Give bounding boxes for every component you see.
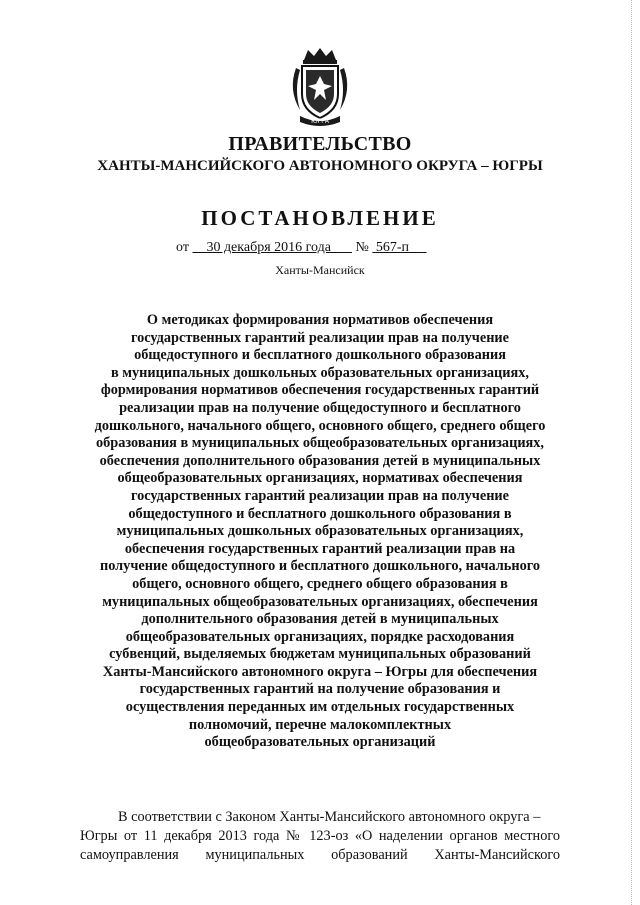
heading-line: осуществления переданных им отдельных государственных — [125, 699, 515, 716]
body-line: самоуправления муниципальных образований Ханты-Мансийского — [80, 847, 560, 863]
body-line: В соответствии с Законом Ханты-Мансийского автономного округа – — [118, 809, 541, 825]
heading-line: обеспечения государственных гарантий реализации прав на — [124, 540, 516, 557]
heading-line: Ханты-Мансийского автономного округа – Югры для обеспечения — [102, 663, 538, 680]
heading-line: в муниципальных дошкольных образовательных организациях, — [111, 364, 529, 381]
heading-line: общедоступного и бесплатного дошкольного образования — [134, 347, 506, 364]
heading-line: общеобразовательных организациях, нормативах обеспечения — [117, 470, 523, 487]
heading-line: дошкольного, начального общего, основного общего, среднего общего — [94, 417, 546, 434]
number-prefix: № — [355, 240, 369, 255]
heading-line: дополнительного образования детей в муниципальных — [141, 611, 499, 628]
heading-line: государственных гарантий реализации прав на получение — [130, 329, 510, 346]
heading-line: общедоступного и бесплатного дошкольного образования в — [128, 505, 512, 522]
heading-line: обеспечения дополнительного образования детей в муниципальных — [99, 452, 541, 469]
document-type: ПОСТАНОВЛЕНИЕ — [201, 206, 439, 230]
document-heading — [80, 312, 560, 752]
government-subtitle: ХАНТЫ-МАНСИЙСКОГО АВТОНОМНОГО ОКРУГА – ЮГРЫ — [97, 158, 543, 174]
heading-line: государственных гарантий реализации прав на получение — [130, 487, 510, 504]
heading-line: получение общедоступного и бесплатного дошкольного, начального — [99, 558, 541, 575]
document-number: 567-п — [375, 240, 409, 255]
body-paragraph — [80, 808, 560, 865]
date-prefix: от — [176, 240, 189, 255]
heading-line: общего, основного общего, среднего общего образования в — [132, 575, 508, 592]
heading-line: образования в муниципальных общеобразовательных организациях, — [95, 435, 545, 452]
heading-line: муниципальных общеобразовательных организациях, обеспечения — [102, 593, 538, 610]
document-date: 30 декабря 2016 года — [206, 240, 331, 255]
heading-line: реализации прав на получение общедоступного и бесплатного — [119, 399, 521, 416]
body-line: Югры от 11 декабря 2013 года № 123-оз «О наделении органов местного — [80, 828, 560, 844]
document-city: Ханты-Мансийск — [275, 263, 365, 277]
heading-line: общеобразовательных организациях, порядке расходования — [125, 628, 515, 645]
date-number-line — [176, 240, 426, 256]
heading-line: полномочий, перечне малокомплектных — [188, 716, 452, 733]
khmao-yugra-coat-of-arms-icon — [286, 46, 354, 128]
heading-line: субвенций, выделяемых бюджетам муниципальных образований — [109, 646, 531, 663]
heading-line: государственных гарантий на получение образования и — [139, 681, 501, 698]
emblem-caption: ЮГРА — [311, 118, 329, 125]
heading-line: муниципальных дошкольных образовательных организациях, — [116, 523, 524, 540]
government-title: ПРАВИТЕЛЬСТВО — [228, 133, 412, 155]
heading-line: О методиках формирования нормативов обеспечения — [146, 312, 494, 328]
heading-line: общеобразовательных организаций — [204, 734, 436, 751]
heading-line: формирования нормативов обеспечения государственных гарантий — [100, 382, 540, 399]
